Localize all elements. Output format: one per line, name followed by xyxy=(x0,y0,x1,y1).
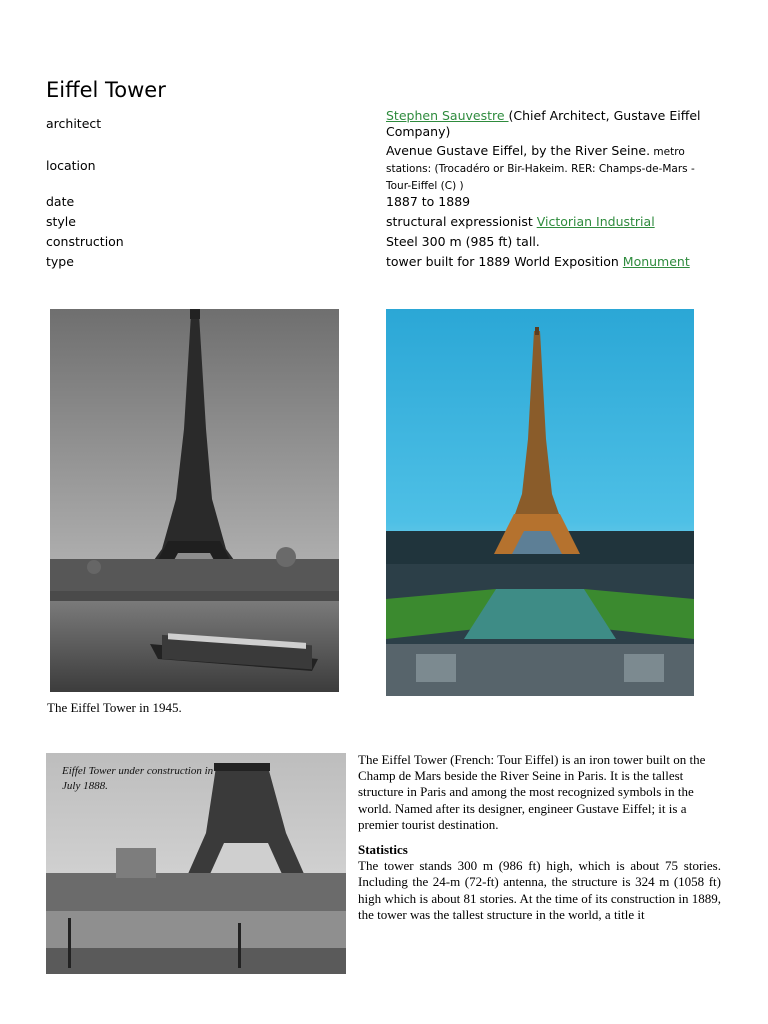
article-text xyxy=(358,752,721,923)
statistics-text: The tower stands 300 m (986 ft) high, which is about 75 stories. Including the 24-m (72-ft) antenna, the structure is 324 m (1058 ft) high which is about 81 stories. At the time of its construction in 1889, the tower was the tallest structure in the world, a title it xyxy=(358,858,721,922)
architect-link[interactable]: Stephen Sauvestre xyxy=(386,108,509,123)
construction-photo-label: Eiffel Tower under construction in July 1888. xyxy=(62,765,214,792)
prop-value-architect: Stephen Sauvestre (Chief Architect, Gustave Eiffel Company) xyxy=(386,108,701,139)
prop-value-style: structural expressionist Victorian Industrial xyxy=(386,214,655,229)
prop-value-type: tower built for 1889 World Exposition Monument xyxy=(386,254,690,269)
photo-caption-1945: The Eiffel Tower in 1945. xyxy=(47,700,182,715)
photo-eiffel-1945 xyxy=(50,309,339,692)
prop-value-location: Avenue Gustave Eiffel, by the River Seine. metro stations: (Trocadéro or Bir-Hakeim. RER: Champs-de-Mars - Tour-Eiffel (C) ) xyxy=(386,143,695,192)
prop-label-construction: construction xyxy=(46,234,124,249)
prop-label-architect: architect xyxy=(46,116,102,131)
photo-eiffel-dusk xyxy=(386,309,694,696)
page-title: Eiffel Tower xyxy=(46,78,166,102)
type-link[interactable]: Monument xyxy=(622,254,690,269)
prop-label-type: type xyxy=(46,254,74,269)
style-link[interactable]: Victorian Industrial xyxy=(536,214,655,229)
prop-label-date: date xyxy=(46,194,75,209)
prop-label-location: location xyxy=(46,158,96,173)
article-intro: The Eiffel Tower (French: Tour Eiffel) is an iron tower built on the Champ de Mars beside the River Seine in Paris. It is the tallest structure in Paris and among the most recognized symbols in the world. Named after its designer, engineer Gustave Eiffel; it is a premier tourist destination. xyxy=(358,752,706,832)
prop-value-construction: Steel 300 m (985 ft) tall. xyxy=(386,234,540,249)
prop-value-date: 1887 to 1889 xyxy=(386,194,471,209)
prop-label-style: style xyxy=(46,214,76,229)
statistics-heading: Statistics xyxy=(358,842,408,858)
